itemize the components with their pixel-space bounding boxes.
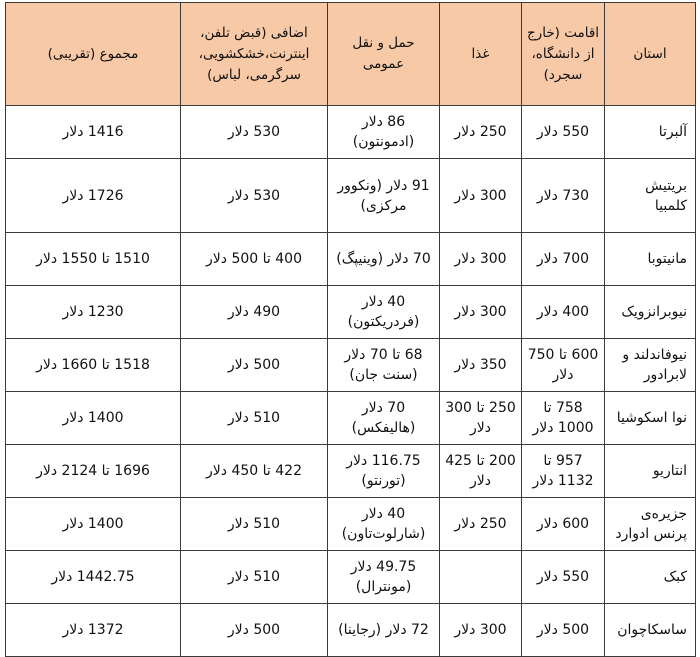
cell-extras: 530 دلار [181,106,328,159]
cell-total: 1416 دلار [6,106,181,159]
cell-food: 300 دلار [440,159,522,233]
cell-province: نیوبرانزویک [605,286,696,339]
cell-total: 1400 دلار [6,392,181,445]
cell-total: 1518 تا 1660 دلار [6,339,181,392]
cell-transport: 40 دلار (شارلوت‌تاون) [328,498,440,551]
cell-transport: 70 دلار (وینیپگ) [328,233,440,286]
cell-accommodation: 550 دلار [522,106,605,159]
cell-transport: 40 دلار (فردریکتون) [328,286,440,339]
header-province: استان [605,3,696,106]
cell-province: ساسکاچوان [605,604,696,657]
cell-transport: 86 دلار (ادمونتون) [328,106,440,159]
living-cost-table [5,2,696,657]
cell-transport: 116.75 دلار (تورنتو) [328,445,440,498]
cell-total: 1442.75 دلار [6,551,181,604]
cell-accommodation: 700 دلار [522,233,605,286]
cell-transport: 49.75 دلار (مونترال) [328,551,440,604]
cell-extras: 422 تا 450 دلار [181,445,328,498]
cell-food: 300 دلار [440,286,522,339]
cell-extras: 490 دلار [181,286,328,339]
cell-food: 350 دلار [440,339,522,392]
cell-food: 250 دلار [440,498,522,551]
cell-extras: 510 دلار [181,551,328,604]
cell-accommodation: 600 تا 750 دلار [522,339,605,392]
table-row [6,604,696,657]
table-row [6,339,696,392]
header-total: مجموع (تقریبی) [6,3,181,106]
cell-extras: 500 دلار [181,604,328,657]
cell-extras: 530 دلار [181,159,328,233]
table-row [6,445,696,498]
header-transport: حمل و نقل عمومی [328,3,440,106]
table-row [6,159,696,233]
cell-food: 250 دلار [440,106,522,159]
cell-transport: 72 دلار (رجاینا) [328,604,440,657]
cell-transport: 70 دلار (هالیفکس) [328,392,440,445]
header-food: غذا [440,3,522,106]
cell-accommodation: 500 دلار [522,604,605,657]
cell-accommodation: 730 دلار [522,159,605,233]
cell-accommodation: 957 تا 1132 دلار [522,445,605,498]
cell-total: 1726 دلار [6,159,181,233]
cell-province: انتاریو [605,445,696,498]
cell-food: 200 تا 425 دلار [440,445,522,498]
cell-transport: 68 تا 70 دلار (سنت جان) [328,339,440,392]
cell-province: جزیره‌ی پرنس ادوارد [605,498,696,551]
cell-extras: 400 تا 500 دلار [181,233,328,286]
cell-food: 250 تا 300 دلار [440,392,522,445]
table-row [6,551,696,604]
header-row [6,3,696,106]
cell-accommodation: 758 تا 1000 دلار [522,392,605,445]
table-row [6,233,696,286]
cell-province: کبک [605,551,696,604]
cell-food [440,551,522,604]
cost-table-container [5,2,695,638]
cell-province: نوا اسکوشیا [605,392,696,445]
header-extras: اضافی (قبض تلفن، اینترنت،خشکشویی، سرگرمی، لباس) [181,3,328,106]
cell-extras: 500 دلار [181,339,328,392]
cell-accommodation: 400 دلار [522,286,605,339]
cell-province: آلبرتا [605,106,696,159]
cell-extras: 510 دلار [181,392,328,445]
cell-province: نیوفاندلند و لابرادور [605,339,696,392]
cell-total: 1400 دلار [6,498,181,551]
table-row [6,286,696,339]
cell-accommodation: 550 دلار [522,551,605,604]
header-accommodation: اقامت (خارج از دانشگاه، سجرد) [522,3,605,106]
table-row [6,106,696,159]
cell-food: 300 دلار [440,604,522,657]
cell-accommodation: 600 دلار [522,498,605,551]
cell-province: بریتیش کلمبیا [605,159,696,233]
cell-total: 1696 تا 2124 دلار [6,445,181,498]
cell-total: 1230 دلار [6,286,181,339]
cell-total: 1510 تا 1550 دلار [6,233,181,286]
cell-extras: 510 دلار [181,498,328,551]
table-row [6,498,696,551]
cell-transport: 91 دلار (ونکوور مرکزی) [328,159,440,233]
table-row [6,392,696,445]
cell-total: 1372 دلار [6,604,181,657]
cell-food: 300 دلار [440,233,522,286]
cell-province: مانیتوبا [605,233,696,286]
